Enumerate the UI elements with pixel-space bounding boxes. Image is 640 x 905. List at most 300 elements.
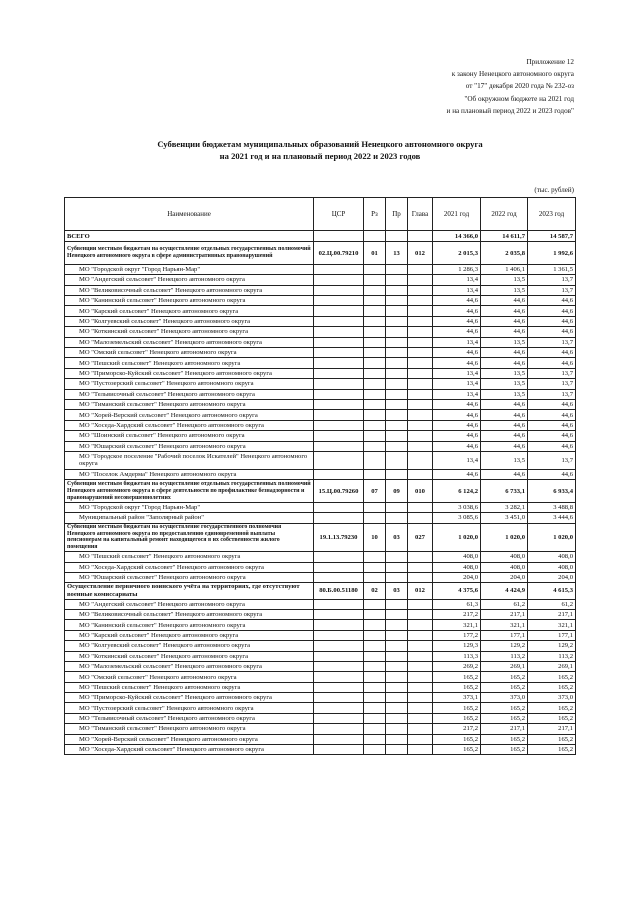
- row-2021: 129,3: [433, 641, 481, 651]
- row-2023: 217,1: [528, 724, 576, 734]
- table-row: [65, 703, 576, 713]
- row-csr: [314, 264, 364, 274]
- row-name: МО "Великовисочный сельсовет" Ненецкого автономного округа: [65, 609, 314, 619]
- row-name: МО "Канинский сельсовет" Ненецкого автономного округа: [65, 620, 314, 630]
- row-pr: [386, 620, 408, 630]
- row-pr: [386, 562, 408, 572]
- row-2022: 44,6: [481, 469, 528, 479]
- row-rz: [364, 451, 386, 469]
- title-line: на 2021 год и на плановый период 2022 и 2023 годов: [219, 150, 421, 161]
- row-rz: [364, 327, 386, 337]
- row-glava: [408, 368, 433, 378]
- row-2021: 44,6: [433, 469, 481, 479]
- row-rz: [364, 337, 386, 347]
- row-2023: 204,0: [528, 573, 576, 583]
- row-rz: [364, 672, 386, 682]
- row-csr: [314, 661, 364, 671]
- row-pr: [386, 379, 408, 389]
- row-rz: [364, 641, 386, 651]
- row-pr: [386, 703, 408, 713]
- row-rz: [364, 358, 386, 368]
- row-name: МО "Хоседа-Хардский сельсовет" Ненецкого автономного округа: [65, 745, 314, 755]
- row-2023: 44,6: [528, 410, 576, 420]
- row-glava: [408, 348, 433, 358]
- row-2022: 2 035,8: [481, 242, 528, 265]
- row-glava: [408, 693, 433, 703]
- table-row: [65, 682, 576, 692]
- row-rz: [364, 399, 386, 409]
- row-rz: [364, 630, 386, 640]
- row-name: МО "Тельвисочный сельсовет" Ненецкого автономного округа: [65, 389, 314, 399]
- row-pr: [386, 358, 408, 368]
- total-2022: 14 611,7: [481, 231, 528, 242]
- row-rz: 02: [364, 583, 386, 599]
- row-2021: 44,6: [433, 420, 481, 430]
- row-name: МО "Тиманский сельсовет" Ненецкого автономного округа: [65, 399, 314, 409]
- row-csr: [314, 609, 364, 619]
- row-name: МО "Юшарский сельсовет" Ненецкого автономного округа: [65, 441, 314, 451]
- row-glava: [408, 469, 433, 479]
- row-rz: [364, 316, 386, 326]
- row-rz: [364, 441, 386, 451]
- row-glava: [408, 327, 433, 337]
- row-name: МО "Тиманский сельсовет" Ненецкого автономного округа: [65, 724, 314, 734]
- row-2021: 44,6: [433, 410, 481, 420]
- row-2022: 44,6: [481, 327, 528, 337]
- table-row: [65, 285, 576, 295]
- table-row: [65, 620, 576, 630]
- row-rz: [364, 502, 386, 512]
- row-rz: [364, 552, 386, 562]
- row-2022: 61,2: [481, 599, 528, 609]
- section-row: [65, 480, 576, 503]
- row-2022: 177,1: [481, 630, 528, 640]
- row-pr: 03: [386, 523, 408, 552]
- table-row: [65, 431, 576, 441]
- row-2023: 408,0: [528, 562, 576, 572]
- row-csr: [314, 713, 364, 723]
- section-row: [65, 242, 576, 265]
- row-name: МО "Городской округ "Город Нарьян-Мар": [65, 502, 314, 512]
- column-header: 2022 год: [481, 198, 528, 231]
- row-glava: [408, 513, 433, 523]
- table-header-row: [65, 198, 576, 231]
- row-2022: 165,2: [481, 703, 528, 713]
- row-glava: [408, 682, 433, 692]
- table-row: [65, 327, 576, 337]
- row-rz: [364, 609, 386, 619]
- row-pr: [386, 745, 408, 755]
- row-2022: 408,0: [481, 562, 528, 572]
- row-csr: [314, 651, 364, 661]
- row-2022: 113,2: [481, 651, 528, 661]
- row-pr: 09: [386, 480, 408, 503]
- row-2022: 3 451,0: [481, 513, 528, 523]
- row-2023: 321,1: [528, 620, 576, 630]
- table-row: [65, 441, 576, 451]
- row-rz: [364, 573, 386, 583]
- row-glava: [408, 275, 433, 285]
- row-2023: 1 361,5: [528, 264, 576, 274]
- row-name: МО "Коткинский сельсовет" Ненецкого автономного округа: [65, 327, 314, 337]
- row-pr: [386, 348, 408, 358]
- row-2022: 165,2: [481, 672, 528, 682]
- row-2023: 44,6: [528, 399, 576, 409]
- table-row: [65, 693, 576, 703]
- row-2023: 44,6: [528, 441, 576, 451]
- row-rz: [364, 682, 386, 692]
- row-name: Субвенции местным бюджетам на осуществление отдельных государственных полномочий Ненецкого автономного округа в сфере административных правонарушений: [65, 242, 314, 265]
- row-name: МО "Канинский сельсовет" Ненецкого автономного округа: [65, 296, 314, 306]
- row-2022: 44,6: [481, 348, 528, 358]
- row-name: МО "Карский сельсовет" Ненецкого автономного округа: [65, 630, 314, 640]
- row-rz: [364, 661, 386, 671]
- column-header: ЦСР: [314, 198, 364, 231]
- row-2023: 3 444,6: [528, 513, 576, 523]
- table-row: [65, 379, 576, 389]
- row-2022: 4 424,9: [481, 583, 528, 599]
- row-2023: 44,6: [528, 316, 576, 326]
- row-glava: [408, 599, 433, 609]
- row-csr: [314, 285, 364, 295]
- row-pr: [386, 327, 408, 337]
- row-2021: 1 286,3: [433, 264, 481, 274]
- row-glava: [408, 734, 433, 744]
- row-2023: 165,2: [528, 745, 576, 755]
- row-2023: 44,6: [528, 296, 576, 306]
- section-row: [65, 583, 576, 599]
- row-csr: [314, 599, 364, 609]
- row-pr: [386, 599, 408, 609]
- row-rz: [364, 410, 386, 420]
- row-2023: 129,2: [528, 641, 576, 651]
- row-pr: [386, 389, 408, 399]
- row-glava: 012: [408, 242, 433, 265]
- row-2021: 3 038,6: [433, 502, 481, 512]
- table-row: [65, 296, 576, 306]
- row-pr: [386, 672, 408, 682]
- row-name: МО "Андегский сельсовет" Ненецкого автономного округа: [65, 599, 314, 609]
- row-name: МО "Омский сельсовет" Ненецкого автономного округа: [65, 348, 314, 358]
- row-name: Муниципальный район "Заполярный район": [65, 513, 314, 523]
- row-glava: [408, 306, 433, 316]
- row-csr: [314, 693, 364, 703]
- row-csr: [314, 703, 364, 713]
- row-2022: 217,1: [481, 609, 528, 619]
- row-csr: [314, 389, 364, 399]
- row-2023: 44,6: [528, 431, 576, 441]
- table-row: [65, 502, 576, 512]
- row-2022: 3 282,1: [481, 502, 528, 512]
- row-rz: [364, 285, 386, 295]
- row-2023: 1 992,6: [528, 242, 576, 265]
- row-rz: [364, 724, 386, 734]
- column-header: Наименование: [65, 198, 314, 231]
- table-row: [65, 651, 576, 661]
- row-pr: [386, 296, 408, 306]
- row-csr: 02.Ц.00.79210: [314, 242, 364, 265]
- row-2023: 44,6: [528, 327, 576, 337]
- row-name: МО "Пустозерский сельсовет" Ненецкого автономного округа: [65, 379, 314, 389]
- row-2023: 373,0: [528, 693, 576, 703]
- row-pr: [386, 682, 408, 692]
- row-pr: [386, 552, 408, 562]
- row-2022: 44,6: [481, 316, 528, 326]
- row-csr: [314, 348, 364, 358]
- row-2021: 2 015,3: [433, 242, 481, 265]
- row-glava: [408, 451, 433, 469]
- row-2021: 269,2: [433, 661, 481, 671]
- row-csr: [314, 682, 364, 692]
- row-csr: [314, 451, 364, 469]
- row-csr: [314, 630, 364, 640]
- row-rz: 07: [364, 480, 386, 503]
- row-2021: 113,3: [433, 651, 481, 661]
- row-2022: 1 020,0: [481, 523, 528, 552]
- row-pr: [386, 285, 408, 295]
- row-csr: [314, 620, 364, 630]
- row-2021: 44,6: [433, 316, 481, 326]
- row-2021: 408,0: [433, 562, 481, 572]
- row-2021: 44,6: [433, 431, 481, 441]
- row-csr: [314, 275, 364, 285]
- total-name: ВСЕГО: [65, 231, 314, 242]
- row-2023: 4 615,3: [528, 583, 576, 599]
- table-row: [65, 420, 576, 430]
- row-glava: [408, 502, 433, 512]
- row-pr: [386, 651, 408, 661]
- table-row: [65, 724, 576, 734]
- row-csr: [314, 672, 364, 682]
- column-header: 2023 год: [528, 198, 576, 231]
- row-csr: [314, 724, 364, 734]
- row-glava: [408, 389, 433, 399]
- row-name: МО "Колгуевский сельсовет" Ненецкого автономного округа: [65, 641, 314, 651]
- row-glava: [408, 573, 433, 583]
- table-row: [65, 337, 576, 347]
- row-pr: [386, 693, 408, 703]
- row-glava: [408, 641, 433, 651]
- row-2023: 165,2: [528, 703, 576, 713]
- row-2021: 13,4: [433, 337, 481, 347]
- row-2021: 44,6: [433, 327, 481, 337]
- row-2023: 13,7: [528, 389, 576, 399]
- row-glava: [408, 296, 433, 306]
- row-pr: 13: [386, 242, 408, 265]
- row-rz: 10: [364, 523, 386, 552]
- row-rz: [364, 599, 386, 609]
- row-csr: 19.1.13.79230: [314, 523, 364, 552]
- row-glava: [408, 399, 433, 409]
- row-2022: 13,5: [481, 389, 528, 399]
- row-csr: [314, 431, 364, 441]
- row-2021: 177,2: [433, 630, 481, 640]
- row-csr: [314, 316, 364, 326]
- row-2022: 44,6: [481, 306, 528, 316]
- row-2023: 3 488,8: [528, 502, 576, 512]
- row-name: МО "Малоземельский сельсовет" Ненецкого автономного округа: [65, 337, 314, 347]
- row-2021: 165,2: [433, 672, 481, 682]
- row-pr: [386, 573, 408, 583]
- row-2022: 44,6: [481, 296, 528, 306]
- row-rz: [364, 306, 386, 316]
- row-pr: [386, 275, 408, 285]
- row-pr: [386, 337, 408, 347]
- row-2022: 165,2: [481, 734, 528, 744]
- row-2022: 1 406,1: [481, 264, 528, 274]
- row-pr: [386, 306, 408, 316]
- row-csr: [314, 745, 364, 755]
- row-2021: 6 124,2: [433, 480, 481, 503]
- row-name: МО "Колгуевский сельсовет" Ненецкого автономного округа: [65, 316, 314, 326]
- row-glava: [408, 420, 433, 430]
- table-row: [65, 306, 576, 316]
- row-pr: [386, 661, 408, 671]
- row-2021: 1 020,0: [433, 523, 481, 552]
- row-name: Осуществление первичного воинского учёта на территориях, где отсутствуют военные комиссариаты: [65, 583, 314, 599]
- row-rz: [364, 264, 386, 274]
- cell: [408, 231, 433, 242]
- row-2021: 44,6: [433, 296, 481, 306]
- row-glava: [408, 703, 433, 713]
- table-row: [65, 661, 576, 671]
- row-csr: [314, 358, 364, 368]
- row-rz: [364, 389, 386, 399]
- row-rz: [364, 368, 386, 378]
- row-2023: 13,7: [528, 451, 576, 469]
- row-2021: 165,2: [433, 713, 481, 723]
- row-pr: [386, 431, 408, 441]
- section-row: [65, 523, 576, 552]
- row-2023: 1 020,0: [528, 523, 576, 552]
- row-csr: 15.Ц.00.79260: [314, 480, 364, 503]
- row-pr: [386, 399, 408, 409]
- row-2022: 13,5: [481, 275, 528, 285]
- row-2023: 61,2: [528, 599, 576, 609]
- row-csr: [314, 641, 364, 651]
- row-csr: [314, 502, 364, 512]
- row-csr: [314, 573, 364, 583]
- row-2023: 165,2: [528, 672, 576, 682]
- row-glava: [408, 337, 433, 347]
- row-rz: [364, 693, 386, 703]
- row-2022: 204,0: [481, 573, 528, 583]
- row-2022: 165,2: [481, 713, 528, 723]
- row-pr: [386, 316, 408, 326]
- total-2023: 14 587,7: [528, 231, 576, 242]
- table-row: [65, 713, 576, 723]
- row-2023: 13,7: [528, 275, 576, 285]
- row-2021: 217,2: [433, 609, 481, 619]
- row-pr: [386, 609, 408, 619]
- table-row: [65, 368, 576, 378]
- row-2021: 13,4: [433, 275, 481, 285]
- row-name: МО "Юшарский сельсовет" Ненецкого автономного округа: [65, 573, 314, 583]
- row-glava: [408, 410, 433, 420]
- row-glava: [408, 285, 433, 295]
- column-header: 2021 год: [433, 198, 481, 231]
- row-name: МО "Коткинский сельсовет" Ненецкого автономного округа: [65, 651, 314, 661]
- row-2023: 269,1: [528, 661, 576, 671]
- row-csr: [314, 379, 364, 389]
- appendix-line: и на плановый период 2022 и 2023 годов": [446, 106, 574, 115]
- row-glava: [408, 379, 433, 389]
- row-2022: 13,5: [481, 368, 528, 378]
- row-name: Субвенции местным бюджетам на осуществление отдельных государственных полномочий Ненецкого автономного округа в сфере деятельности по профилактике безнадзорности и правонарушений несовершеннолетних: [65, 480, 314, 503]
- table-row: [65, 672, 576, 682]
- table-row: [65, 469, 576, 479]
- row-2021: 61,3: [433, 599, 481, 609]
- row-pr: [386, 513, 408, 523]
- row-2021: 44,6: [433, 399, 481, 409]
- row-2023: 13,7: [528, 379, 576, 389]
- row-2022: 13,5: [481, 451, 528, 469]
- row-2021: 44,6: [433, 306, 481, 316]
- row-rz: [364, 275, 386, 285]
- row-2021: 13,4: [433, 389, 481, 399]
- row-csr: [314, 368, 364, 378]
- row-glava: [408, 672, 433, 682]
- row-2022: 321,1: [481, 620, 528, 630]
- row-rz: [364, 513, 386, 523]
- row-name: МО "Хорей-Верский сельсовет" Ненецкого автономного округа: [65, 734, 314, 744]
- table-row: [65, 451, 576, 469]
- row-2023: 177,1: [528, 630, 576, 640]
- table-row: [65, 399, 576, 409]
- row-glava: [408, 264, 433, 274]
- row-2022: 217,1: [481, 724, 528, 734]
- row-2023: 13,7: [528, 337, 576, 347]
- appendix-line: Приложение 12: [526, 58, 574, 66]
- table-row: [65, 389, 576, 399]
- row-2021: 165,2: [433, 703, 481, 713]
- row-rz: [364, 734, 386, 744]
- table-row: [65, 630, 576, 640]
- row-2022: 44,6: [481, 358, 528, 368]
- units-label: (тыс. рублей): [534, 186, 574, 194]
- row-2022: 44,6: [481, 410, 528, 420]
- row-glava: [408, 620, 433, 630]
- row-pr: [386, 264, 408, 274]
- row-2021: 44,6: [433, 358, 481, 368]
- row-2023: 113,2: [528, 651, 576, 661]
- row-2022: 6 733,1: [481, 480, 528, 503]
- row-glava: [408, 713, 433, 723]
- cell: [364, 231, 386, 242]
- row-csr: [314, 513, 364, 523]
- row-rz: [364, 431, 386, 441]
- table-row: [65, 410, 576, 420]
- row-glava: [408, 552, 433, 562]
- row-glava: [408, 661, 433, 671]
- row-name: МО "Хорей-Верский сельсовет" Ненецкого автономного округа: [65, 410, 314, 420]
- row-rz: [364, 296, 386, 306]
- row-csr: [314, 410, 364, 420]
- table-row: [65, 573, 576, 583]
- row-rz: [364, 713, 386, 723]
- total-2021: 14 366,0: [433, 231, 481, 242]
- table-row: [65, 275, 576, 285]
- row-name: МО "Пустозерский сельсовет" Ненецкого автономного округа: [65, 703, 314, 713]
- table-row: [65, 358, 576, 368]
- row-2023: 165,2: [528, 713, 576, 723]
- row-csr: [314, 562, 364, 572]
- row-csr: [314, 306, 364, 316]
- row-2022: 269,1: [481, 661, 528, 671]
- row-2022: 44,6: [481, 420, 528, 430]
- column-header: Глава: [408, 198, 433, 231]
- table-row: [65, 562, 576, 572]
